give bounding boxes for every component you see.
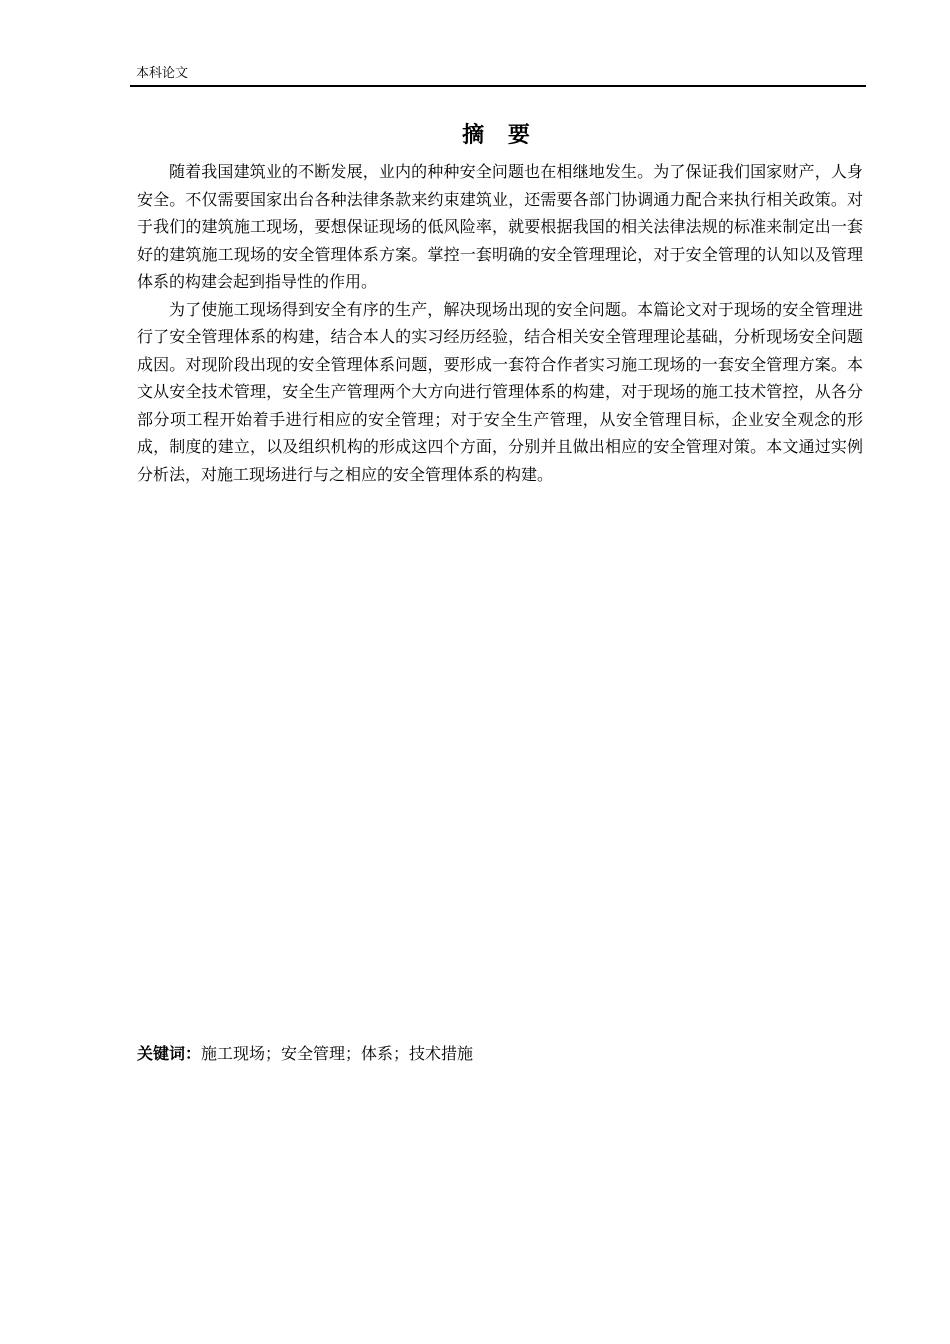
running-header: 本科论文 [136, 66, 189, 81]
abstract-paragraph-2: 为了使施工现场得到安全有序的生产，解决现场出现的安全问题。本篇论文对于现场的安全管理进行了安全管理体系的构建，结合本人的实习经历经验，结合相关安全管理理论基础，分析现场安全问题成因。对现阶段出现的安全管理体系问题，要形成一套符合作者实习施工现场的一套安全管理方案。本文从安全技术管理，安全生产管理两个大方向进行管理体系的构建，对于现场的施工技术管控，从各分部分项工程开始着手进行相应的安全管理；对于安全生产管理，从安全管理目标，企业安全观念的形成，制度的建立，以及组织机构的形成这四个方面，分别并且做出相应的安全管理对策。本文通过实例分析法，对施工现场进行与之相应的安全管理体系的构建。 [137, 299, 863, 484]
abstract-body [137, 158, 863, 488]
keywords-value: 施工现场；安全管理；体系；技术措施 [201, 1044, 474, 1063]
header-rule [130, 85, 866, 87]
keywords-line [137, 1041, 473, 1067]
abstract-paragraph-1: 随着我国建筑业的不断发展，业内的种种安全问题也在相继地发生。为了保证我们国家财产，人身安全。不仅需要国家出台各种法律条款来约束建筑业，还需要各部门协调通力配合来执行相关政策。对于我们的建筑施工现场，要想保证现场的低风险率，就要根据我国的相关法律法规的标准来制定出一套好的建筑施工现场的安全管理体系方案。掌控一套明确的安全管理理论，对于安全管理的认知以及管理体系的构建会起到指导性的作用。 [137, 162, 863, 291]
abstract-title: 摘 要 [462, 123, 538, 148]
keywords-label: 关键词： [137, 1044, 202, 1063]
